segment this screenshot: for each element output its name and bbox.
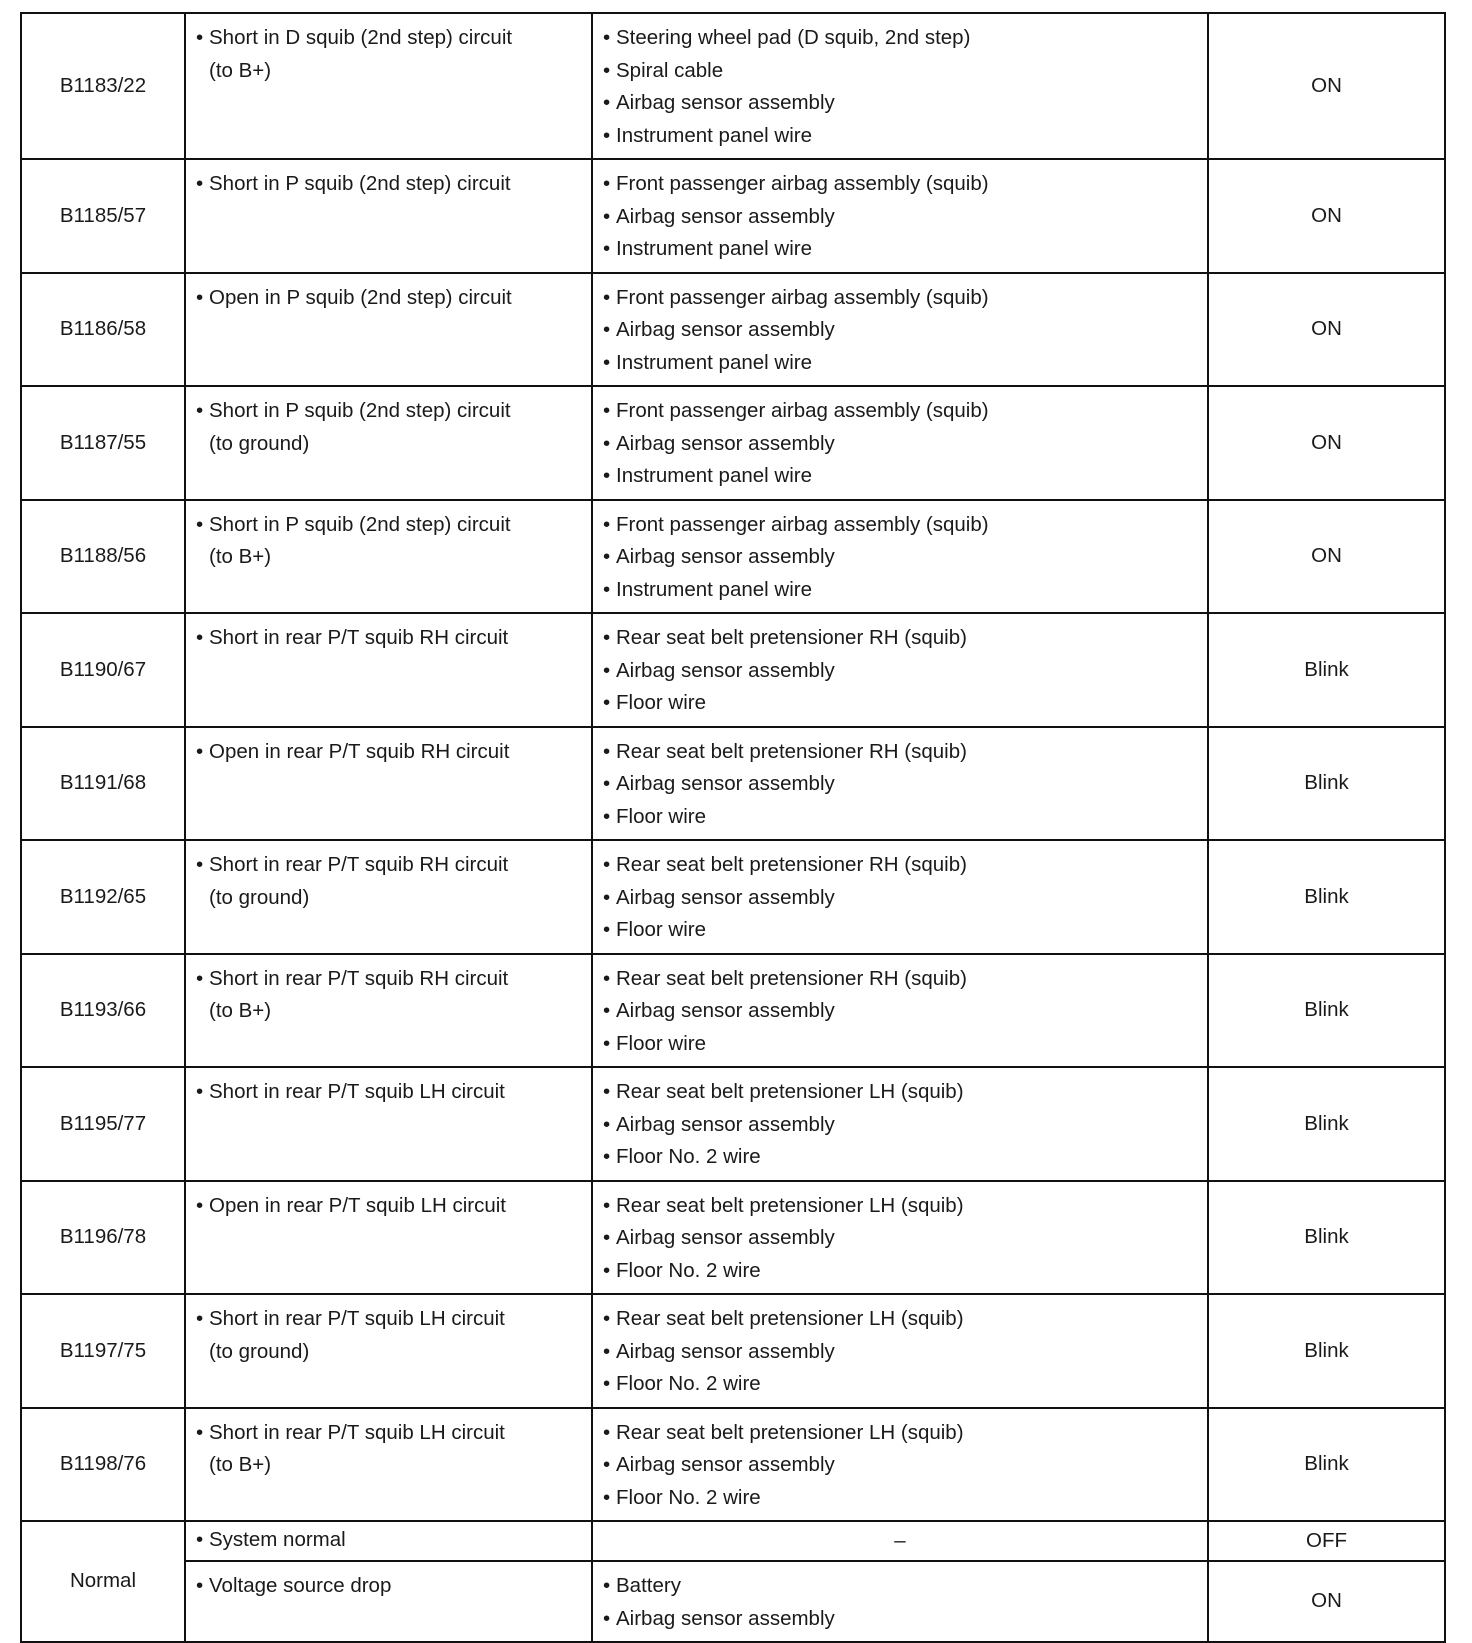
trouble-area-item: • Floor No. 2 wire <box>603 1255 1197 1288</box>
detection-line: • Short in P squib (2nd step) circuit <box>196 168 581 201</box>
trouble-area-item: • Instrument panel wire <box>603 574 1197 607</box>
detection-line: • System normal <box>196 1524 581 1557</box>
table-row <box>21 1561 1445 1642</box>
detection-line: • Short in rear P/T squib RH circuit <box>196 963 581 996</box>
trouble-area-cell <box>592 159 1208 273</box>
detection-item-cell <box>185 273 592 387</box>
trouble-area-item: • Rear seat belt pretensioner RH (squib) <box>603 736 1197 769</box>
warning-light-cell: Blink <box>1208 1181 1445 1295</box>
detection-item-cell <box>185 1294 592 1408</box>
dtc-code-cell: B1191/68 <box>21 727 185 841</box>
detection-line: • Short in rear P/T squib LH circuit <box>196 1076 581 1109</box>
detection-line: • Open in rear P/T squib RH circuit <box>196 736 581 769</box>
trouble-area-item: • Airbag sensor assembly <box>603 87 1197 120</box>
detection-line: (to ground) <box>209 885 310 909</box>
trouble-area-item: • Airbag sensor assembly <box>603 768 1197 801</box>
trouble-area-item: • Floor No. 2 wire <box>603 1482 1197 1515</box>
detection-line: • Voltage source drop <box>196 1570 581 1603</box>
detection-line: • Short in rear P/T squib LH circuit <box>196 1417 581 1450</box>
detection-item-cell <box>185 159 592 273</box>
trouble-area-item: • Floor No. 2 wire <box>603 1141 1197 1174</box>
trouble-area-item: • Airbag sensor assembly <box>603 314 1197 347</box>
trouble-area-item: • Airbag sensor assembly <box>603 1109 1197 1142</box>
dtc-code-cell: B1193/66 <box>21 954 185 1068</box>
detection-line: (to B+) <box>209 58 272 82</box>
trouble-area-item: • Instrument panel wire <box>603 347 1197 380</box>
trouble-area-item: • Airbag sensor assembly <box>603 1603 1197 1636</box>
trouble-area-cell <box>592 1561 1208 1642</box>
trouble-area-item: • Front passenger airbag assembly (squib) <box>603 282 1197 315</box>
detection-line: • Short in P squib (2nd step) circuit <box>196 509 581 542</box>
trouble-area-item: • Airbag sensor assembly <box>603 995 1197 1028</box>
trouble-area-item: • Front passenger airbag assembly (squib) <box>603 168 1197 201</box>
dtc-code-cell: B1190/67 <box>21 613 185 727</box>
table-row <box>21 613 1445 727</box>
detection-item-cell <box>185 1067 592 1181</box>
trouble-area-item: • Rear seat belt pretensioner RH (squib) <box>603 622 1197 655</box>
table-row <box>21 1181 1445 1295</box>
warning-light-cell: Blink <box>1208 840 1445 954</box>
trouble-area-item: • Instrument panel wire <box>603 233 1197 266</box>
detection-item-cell <box>185 840 592 954</box>
trouble-area-cell <box>592 840 1208 954</box>
table-row <box>21 1521 1445 1561</box>
detection-item-cell <box>185 727 592 841</box>
dtc-table-body <box>21 13 1445 1642</box>
table-row <box>21 1067 1445 1181</box>
dtc-code-cell: B1198/76 <box>21 1408 185 1522</box>
detection-item-cell <box>185 1561 592 1642</box>
trouble-area-item: • Rear seat belt pretensioner LH (squib) <box>603 1303 1197 1336</box>
dtc-code-cell: Normal <box>21 1521 185 1642</box>
detection-line: • Open in rear P/T squib LH circuit <box>196 1190 581 1223</box>
detection-line: • Short in rear P/T squib RH circuit <box>196 849 581 882</box>
trouble-area-item: • Floor No. 2 wire <box>603 1368 1197 1401</box>
warning-light-cell: Blink <box>1208 1067 1445 1181</box>
dtc-code-cell: B1186/58 <box>21 273 185 387</box>
detection-item-cell <box>185 386 592 500</box>
detection-line: (to B+) <box>209 1453 272 1476</box>
table-row <box>21 1294 1445 1408</box>
trouble-area-item: • Airbag sensor assembly <box>603 541 1197 574</box>
trouble-area-item: • Rear seat belt pretensioner LH (squib) <box>603 1076 1197 1109</box>
trouble-area-item: • Instrument panel wire <box>603 120 1197 153</box>
table-row <box>21 500 1445 614</box>
dtc-code-cell: B1185/57 <box>21 159 185 273</box>
detection-line: (to B+) <box>209 999 272 1022</box>
table-row <box>21 1408 1445 1522</box>
warning-light-cell: Blink <box>1208 1408 1445 1522</box>
trouble-area-item: • Spiral cable <box>603 55 1197 88</box>
trouble-area-cell <box>592 1408 1208 1522</box>
detection-item-cell <box>185 613 592 727</box>
trouble-area-item: • Battery <box>603 1570 1197 1603</box>
table-row <box>21 840 1445 954</box>
trouble-area-item: • Front passenger airbag assembly (squib) <box>603 509 1197 542</box>
dtc-code-cell: B1196/78 <box>21 1181 185 1295</box>
trouble-area-item: • Airbag sensor assembly <box>603 655 1197 688</box>
detection-line: • Short in D squib (2nd step) circuit <box>196 22 581 55</box>
dtc-code-cell: B1188/56 <box>21 500 185 614</box>
detection-item-cell <box>185 500 592 614</box>
warning-light-cell: Blink <box>1208 1294 1445 1408</box>
trouble-area-item: • Floor wire <box>603 1028 1197 1061</box>
warning-light-cell: Blink <box>1208 727 1445 841</box>
detection-item-cell <box>185 1408 592 1522</box>
trouble-area-cell <box>592 1294 1208 1408</box>
trouble-area-item: • Steering wheel pad (D squib, 2nd step) <box>603 22 1197 55</box>
trouble-area-cell <box>592 1181 1208 1295</box>
dtc-table <box>20 12 1446 1643</box>
detection-item-cell <box>185 13 592 159</box>
table-row <box>21 386 1445 500</box>
dtc-code-cell: B1187/55 <box>21 386 185 500</box>
detection-line: • Short in rear P/T squib RH circuit <box>196 622 581 655</box>
warning-light-cell: Blink <box>1208 954 1445 1068</box>
detection-line: (to B+) <box>209 545 272 568</box>
warning-light-cell: OFF <box>1208 1521 1445 1561</box>
trouble-area-item: • Front passenger airbag assembly (squib) <box>603 395 1197 428</box>
table-row <box>21 954 1445 1068</box>
trouble-area-item: • Airbag sensor assembly <box>603 428 1197 461</box>
trouble-area-item: • Airbag sensor assembly <box>603 201 1197 234</box>
dtc-code-cell: B1195/77 <box>21 1067 185 1181</box>
trouble-area-item: • Airbag sensor assembly <box>603 1222 1197 1255</box>
table-row <box>21 273 1445 387</box>
trouble-area-item: • Airbag sensor assembly <box>603 1449 1197 1482</box>
trouble-area-item: • Rear seat belt pretensioner LH (squib) <box>603 1190 1197 1223</box>
trouble-area-item: • Instrument panel wire <box>603 460 1197 493</box>
trouble-area-cell <box>592 500 1208 614</box>
detection-item-cell <box>185 1181 592 1295</box>
warning-light-cell: ON <box>1208 273 1445 387</box>
detection-item-cell <box>185 954 592 1068</box>
dtc-code-cell: B1192/65 <box>21 840 185 954</box>
trouble-area-cell <box>592 954 1208 1068</box>
trouble-area-item: • Rear seat belt pretensioner RH (squib) <box>603 963 1197 996</box>
trouble-area-cell <box>592 1067 1208 1181</box>
detection-line: (to ground) <box>209 431 310 455</box>
detection-line: • Short in P squib (2nd step) circuit <box>196 395 581 428</box>
warning-light-cell: ON <box>1208 386 1445 500</box>
table-row <box>21 727 1445 841</box>
detection-line: • Short in rear P/T squib LH circuit <box>196 1303 581 1336</box>
trouble-area-cell <box>592 13 1208 159</box>
table-row <box>21 13 1445 159</box>
warning-light-cell: ON <box>1208 1561 1445 1642</box>
trouble-area-cell <box>592 727 1208 841</box>
trouble-area-cell <box>592 273 1208 387</box>
trouble-area-cell <box>592 386 1208 500</box>
dtc-code-cell: B1197/75 <box>21 1294 185 1408</box>
trouble-area-item: • Floor wire <box>603 914 1197 947</box>
trouble-area-cell <box>592 613 1208 727</box>
trouble-area-item: • Airbag sensor assembly <box>603 1336 1197 1369</box>
warning-light-cell: ON <box>1208 159 1445 273</box>
detection-line: • Open in P squib (2nd step) circuit <box>196 282 581 315</box>
trouble-area-item: • Rear seat belt pretensioner RH (squib) <box>603 849 1197 882</box>
dtc-code-cell: B1183/22 <box>21 13 185 159</box>
trouble-area-item: • Floor wire <box>603 687 1197 720</box>
trouble-area-item: • Airbag sensor assembly <box>603 882 1197 915</box>
trouble-area-cell: – <box>592 1521 1208 1561</box>
warning-light-cell: ON <box>1208 500 1445 614</box>
detection-line: (to ground) <box>209 1339 310 1363</box>
detection-item-cell <box>185 1521 592 1561</box>
warning-light-cell: ON <box>1208 13 1445 159</box>
table-row <box>21 159 1445 273</box>
warning-light-cell: Blink <box>1208 613 1445 727</box>
trouble-area-item: • Floor wire <box>603 801 1197 834</box>
trouble-area-item: • Rear seat belt pretensioner LH (squib) <box>603 1417 1197 1450</box>
